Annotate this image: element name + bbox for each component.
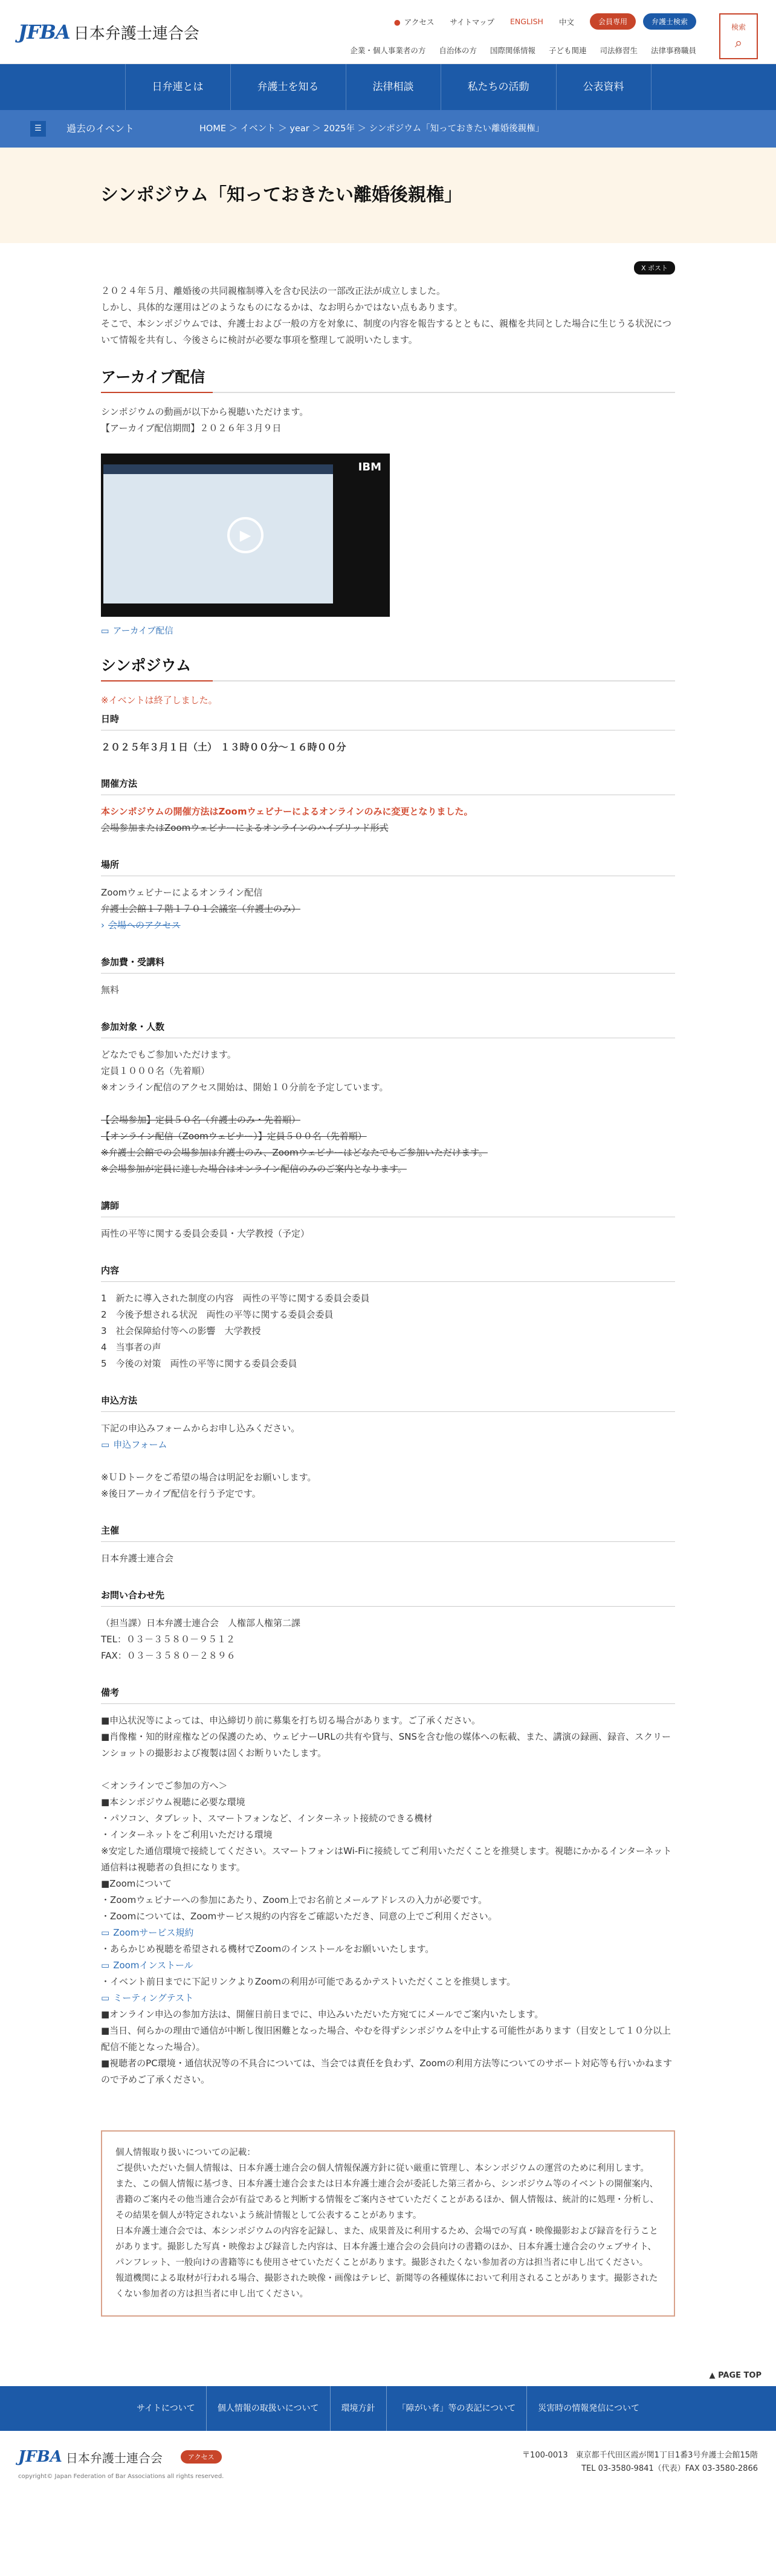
- breadcrumb-bar: [0, 110, 776, 148]
- arrow-up-icon: ▲: [709, 2371, 719, 2380]
- footer-nav: [0, 2386, 776, 2431]
- archive-period: 【アーカイブ配信期間】２０２６年３月９日: [101, 423, 282, 434]
- note-line: ■申込状況等によっては、申込締切り前に募集を打ち切る場合があります。ご了承ください。: [101, 1715, 480, 1726]
- note-line: ・Zoomウェビナーへの参加にあたり、Zoom上でお名前とメールアドレスの入力が必要です。: [101, 1895, 487, 1905]
- speaker: 両性の平等に関する委員会委員・大学教授（予定）: [101, 1228, 310, 1239]
- method-old: 会場参加またはZoomウェビナーによるオンラインのハイブリッド形式: [101, 822, 389, 833]
- address-line: 〒100-0013 東京都千代田区霞が関1丁目1番3号弁護士会館15階: [522, 2451, 758, 2460]
- utility-nav: [363, 13, 696, 30]
- intro-line: しかし、具体的な運用はどのようなものになるかは、なお明らかではない点もあります。: [101, 302, 463, 313]
- global-nav: [0, 64, 776, 110]
- menu-icon[interactable]: ☰: [30, 121, 46, 137]
- search-icon: ⌕: [734, 36, 743, 51]
- intro-line: そこで、本シンポジウムでは、弁護士および一般の方を対象に、制度の内容を報告するとともに、親権を共同とした場合に生じうる状況について情報を共有し、今後さらに検討が必要な事項を整理して説明いたします。: [101, 318, 671, 345]
- footer-link-notation[interactable]: 「障がい者」等の表記について: [386, 2386, 527, 2431]
- target-label: 参加対象・人数: [101, 1020, 675, 1038]
- subnav-children[interactable]: 子ども関連: [548, 46, 587, 55]
- date-label: 日時: [101, 712, 675, 730]
- notes-label: 備考: [101, 1686, 675, 1704]
- page-top-label: PAGE TOP: [718, 2371, 761, 2380]
- event-ended-notice: ※イベントは終了しました。: [101, 695, 218, 706]
- privacy-line: ご提供いただいた個人情報は、日本弁護士連合会の個人情報保護方針に従い厳重に管理し、本シンポジウムの運営のために利用します。: [115, 2164, 649, 2173]
- note-line: ※安定した通信環境で接続してください。スマートフォンはWi-Fiに接続してご利用いただくことを推奨します。視聴にかかるインターネット通信料は視聴者の負担になります。: [101, 1846, 672, 1873]
- event-date: ２０２５年３月１日（土） １３時００分～１６時００分: [101, 741, 346, 753]
- audience-nav: [337, 45, 696, 56]
- note-line: ・Zoomについては、Zoomサービス規約の内容をご確認いただき、同意の上でご利用ください。: [101, 1911, 497, 1922]
- note-line: ・イベント前日までに下記リンクよりZoomの利用が可能であるかテストいただくことを推奨します。: [101, 1976, 516, 1987]
- subnav-international[interactable]: 国際関係情報: [490, 46, 535, 55]
- logo-text: 日本弁護士連合会: [73, 24, 199, 43]
- intro: [101, 283, 675, 348]
- target-old-line: ※会場参加が定員に達した場合はオンライン配信のみのご案内となります。: [101, 1163, 407, 1174]
- phone-line: TEL 03-3580-9841（代表）FAX 03-3580-2866: [581, 2464, 758, 2473]
- copyright: copyright© Japan Federation of Bar Associations all rights reserved.: [18, 2473, 224, 2480]
- title-banner: [0, 148, 776, 243]
- host-label: 主催: [101, 1524, 675, 1542]
- section-title[interactable]: 過去のイベント: [66, 123, 135, 134]
- target-line: ※オンライン配信のアクセス開始は、開始１０分前を予定しています。: [101, 1082, 389, 1093]
- logo-mark: JFBA: [18, 21, 70, 44]
- logo-mark: JFBA: [18, 2448, 62, 2466]
- footer-logo-text: 日本弁護士連合会: [65, 2450, 163, 2465]
- window-icon: ▭: [101, 1439, 110, 1450]
- search-button[interactable]: [719, 13, 758, 59]
- intro-line: ２０２４年５月、離婚後の共同親権制導入を含む民法の一部改正法が成立しました。: [101, 285, 446, 296]
- apply-text: 下記の申込みフォームからお申し込みください。: [101, 1423, 300, 1434]
- gnav-about[interactable]: 日弁連とは: [125, 64, 230, 110]
- zoom-terms-link[interactable]: Zoomサービス規約: [113, 1927, 194, 1938]
- note-line: ・あらかじめ視聴を希望される機材でZoomのインストールをお願いいたします。: [101, 1943, 435, 1954]
- search-label: 検索: [731, 23, 746, 31]
- archive-text: シンポジウムの動画が以下から視聴いただけます。: [101, 406, 309, 417]
- site-footer: [0, 2431, 776, 2491]
- note-line: ■肖像権・知的財産権などの保護のため、ウェビナーURLの共有や貸与、SNSを含む他の媒体への転載、また、講演の録画、録音、スクリーンショットの撮影および複製は固くお断りいたします。: [101, 1731, 671, 1758]
- subnav-business[interactable]: 企業・個人事業者の方: [350, 46, 426, 55]
- window-icon: ▭: [101, 1960, 110, 1971]
- main-content: [101, 243, 675, 2317]
- footer-link-disaster[interactable]: 災害時の情報発信について: [526, 2386, 650, 2431]
- note-line: ■Zoomについて: [101, 1878, 172, 1889]
- page-top-button[interactable]: [0, 2317, 776, 2380]
- footer-link-site[interactable]: サイトについて: [137, 2404, 195, 2413]
- note-line: ■オンライン申込の参加方法は、開催日前日までに、申込みいただいた方宛てにメールでご案内いたします。: [101, 2009, 544, 2020]
- x-post-button[interactable]: X ポスト: [634, 261, 675, 275]
- method-label: 開催方法: [101, 777, 675, 795]
- footer-link-environment[interactable]: 環境方針: [330, 2386, 386, 2431]
- note-line: ・インターネットをご利用いただける環境: [101, 1829, 273, 1840]
- sitemap-link[interactable]: サイトマップ: [450, 17, 495, 27]
- gnav-publications[interactable]: 公表資料: [556, 64, 652, 110]
- target-old-line: ※弁護士会館での会場参加は弁護士のみ、Zoomウェビナーはどなたでもご参加いただけます。: [101, 1147, 488, 1158]
- target-line: 定員１０００名（先着順）: [101, 1065, 210, 1076]
- map-pin-icon: ●: [393, 17, 401, 27]
- host: 日本弁護士連合会: [101, 1553, 174, 1564]
- window-icon: ▭: [101, 1927, 110, 1938]
- note-line: ■当日、何らかの理由で通信が中断し復旧困難となった場合、やむを得ずシンポジウムを中止する可能性があります（目安として１０分以上配信不能となった場合）。: [101, 2025, 671, 2052]
- target-old-line: 【会場参加】定員５０名（弁護士のみ・先着順）: [101, 1114, 301, 1125]
- content-item: 5 今後の対策 両性の平等に関する委員会委員: [101, 1358, 297, 1369]
- target-line: どなたでもご参加いただけます。: [101, 1049, 236, 1060]
- apply-label: 申込方法: [101, 1394, 675, 1412]
- privacy-notice: [101, 2130, 675, 2317]
- privacy-line: また、この個人情報に基づき、日本弁護士連合会または日本弁護士連合会が委託した第三者から、シンポジウム等のイベントの開催案内、書籍のご案内その他当連合会が有益であると判断する情報をご案内させていただくことがあるほか、個人情報は、統計的に処理・分析し、その結果を個人が特定されないよう統計情報として公表することがあります。: [115, 2179, 659, 2220]
- method-notice: 本シンポジウムの開催方法はZoomウェビナーによるオンラインのみに変更となりました。: [101, 806, 473, 817]
- breadcrumb[interactable]: HOME ＞ イベント ＞ year ＞ 2025年 ＞ シンポジウム「知っておきたい離婚後親権」: [199, 124, 545, 134]
- zoom-install-link[interactable]: Zoomインストール: [113, 1960, 193, 1971]
- address: [522, 2449, 758, 2476]
- window-icon: ▭: [101, 626, 109, 636]
- venue-access-link[interactable]: 会場へのアクセス: [108, 920, 181, 931]
- note-line: ＜オンラインでご参加の方へ＞: [101, 1780, 228, 1791]
- page-title: シンポジウム「知っておきたい離婚後親権」: [100, 184, 462, 206]
- footer-link-privacy[interactable]: 個人情報の取扱いについて: [206, 2386, 330, 2431]
- contact-line: FAX：０３－３５８０－２８９６: [101, 1650, 236, 1661]
- fee: 無料: [101, 984, 120, 995]
- subnav-staff[interactable]: 法律事務職員: [650, 46, 696, 55]
- site-logo[interactable]: [18, 21, 199, 44]
- gnav-consultation[interactable]: 法律相談: [346, 64, 441, 110]
- lawyer-search-button[interactable]: 弁護士検索: [643, 13, 696, 30]
- footer-logo[interactable]: [18, 2448, 222, 2466]
- access-link[interactable]: ● アクセス: [393, 17, 435, 27]
- content-item: 4 当事者の声: [101, 1342, 161, 1353]
- archive-link[interactable]: アーカイブ配信: [112, 626, 173, 636]
- apply-form-link[interactable]: 申込フォーム: [113, 1439, 167, 1450]
- apply-note: ※後日アーカイブ配信を行う予定です。: [101, 1488, 261, 1499]
- contact-label: お問い合わせ先: [101, 1589, 675, 1607]
- video-thumbnail: [103, 464, 333, 603]
- note-line: ■視聴者のPC環境・通信状況等の不具合については、当会では責任を負わず、Zoomの利用方法等についてのサポート対応等も行いかねますので予めご了承ください。: [101, 2058, 673, 2085]
- speaker-label: 講師: [101, 1199, 675, 1217]
- target-old-line: 【オンライン配信（Zoomウェビナー）】定員５００名（先着順）: [101, 1131, 367, 1142]
- meeting-test-link[interactable]: ミーティングテスト: [113, 1992, 194, 2003]
- footer-access-button[interactable]: アクセス: [181, 2450, 222, 2464]
- gnav-lawyers[interactable]: 弁護士を知る: [230, 64, 346, 110]
- window-icon: ▭: [101, 1992, 110, 2003]
- place-old: 弁護士会館１７階１７０１会議室（弁護士のみ）: [101, 903, 301, 914]
- site-header: [0, 0, 776, 64]
- video-player[interactable]: [101, 454, 390, 617]
- privacy-line: 日本弁護士連合会では、本シンポジウムの内容を記録し、また、成果普及に利用するため、会場での写真・映像撮影および録音を行うことがあります。撮影した写真・映像および録音した内容は、日本弁護士連合会の会員向けの書籍のほか、日本弁護士連合会のウェブサイト、パンフレット、一般向けの書籍等にも使用させていただくことがあります。撮影されたくない参加者の方は担当者に申し出てください。: [115, 2226, 658, 2268]
- privacy-title: 個人情報取り扱いについての記載：: [115, 2148, 256, 2158]
- chinese-link[interactable]: 中文: [558, 17, 574, 27]
- gnav-activities[interactable]: 私たちの活動: [441, 64, 556, 110]
- note-line: ■本シンポジウム視聴に必要な環境: [101, 1797, 245, 1807]
- play-icon[interactable]: ▶: [227, 517, 264, 553]
- subnav-trainees[interactable]: 司法修習生: [600, 46, 638, 55]
- place-label: 場所: [101, 858, 675, 876]
- members-button[interactable]: 会員専用: [590, 13, 636, 30]
- content-item: 1 新たに導入された制度の内容 両性の平等に関する委員会委員: [101, 1293, 370, 1304]
- contact-line: （担当課）日本弁護士連合会 人権部人権第二課: [101, 1618, 301, 1628]
- fee-label: 参加費・受講料: [101, 955, 675, 974]
- archive-heading: アーカイブ配信: [101, 365, 675, 393]
- place: Zoomウェビナーによるオンライン配信: [101, 887, 263, 898]
- privacy-line: 報道機関による取材が行われる場合、撮影された映像・画像はテレビ、新聞等の各種媒体において利用されることがあります。撮影されたくない参加者の方は担当者に申し出てください。: [115, 2274, 658, 2299]
- symposium-heading: シンポジウム: [101, 654, 675, 681]
- subnav-local-gov[interactable]: 自治体の方: [439, 46, 477, 55]
- english-link[interactable]: ENGLISH: [510, 17, 543, 26]
- chevron-right-icon: ›: [101, 920, 105, 931]
- content-item: 3 社会保障給付等への影響 大学教授: [101, 1325, 261, 1336]
- apply-note: ※ＵＤトークをご希望の場合は明記をお願いします。: [101, 1472, 317, 1483]
- contact-line: TEL：０３－３５８０－９５１２: [101, 1634, 235, 1645]
- note-line: ・パソコン、タブレット、スマートフォンなど、インターネット接続のできる機材: [101, 1813, 433, 1824]
- content-label: 内容: [101, 1264, 675, 1282]
- content-item: 2 今後予想される状況 両性の平等に関する委員会委員: [101, 1309, 334, 1320]
- video-brand: IBM: [358, 461, 381, 473]
